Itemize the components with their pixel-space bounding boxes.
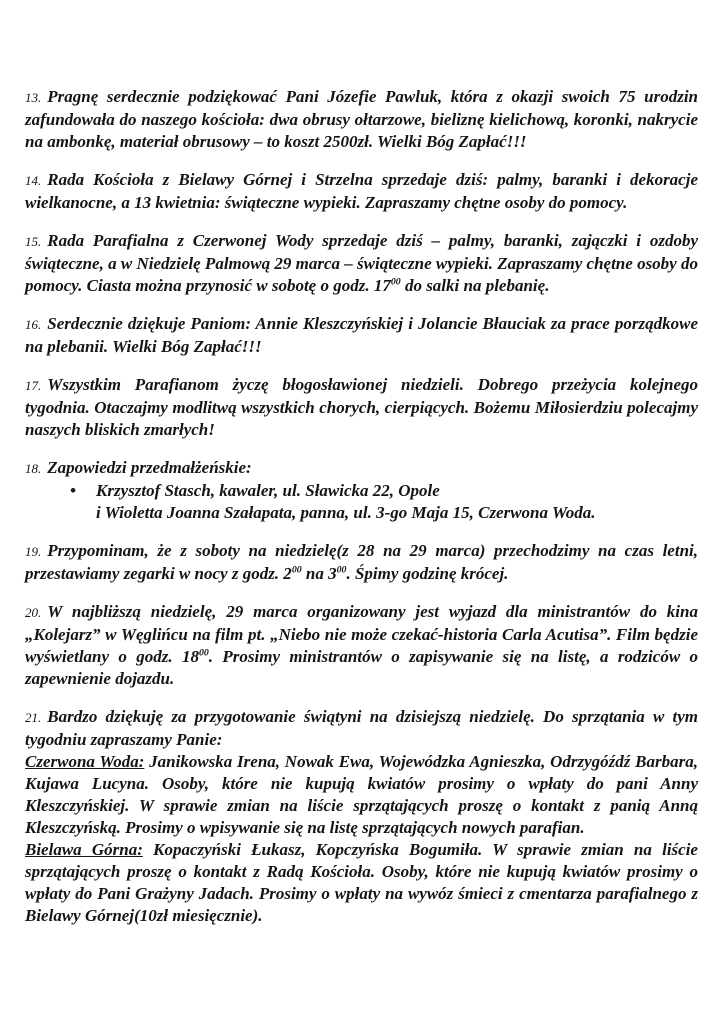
paragraph-text <box>25 540 698 585</box>
paragraph-text <box>25 313 698 358</box>
paragraph-text <box>25 169 698 214</box>
text-segment: Rada Parafialna z Czerwonej Wody sprzedaje dziś – palmy, baranki, zajączki i ozdoby świąteczne, a w Niedzielę Palmową 29 marca – świąteczne wypieki. Zapraszamy chętne osoby do pomocy. Ciasta można przynosić w sobotę o godz. 17 <box>25 231 698 295</box>
paragraph-number: 19. <box>25 544 42 559</box>
announcement-paragraph-19 <box>25 540 698 585</box>
text-segment: do salki na plebanię. <box>400 276 550 295</box>
paragraph-text <box>25 374 698 441</box>
text-segment: Rada Kościoła z Bielawy Górnej i Strzelna sprzedaje dziś: palmy, baranki i dekoracje wielkanocne, a 13 kwietnia: świąteczne wypieki. Zapraszamy chętne osoby do pomocy. <box>25 170 698 212</box>
paragraph-text <box>25 839 698 927</box>
paragraph-text <box>25 86 698 153</box>
paragraph-text <box>25 601 698 690</box>
bullet-text <box>96 480 596 524</box>
announcement-paragraph-15 <box>25 230 698 297</box>
announcement-paragraph-21 <box>25 706 698 927</box>
paragraph-text <box>25 230 698 297</box>
bullet-line: Krzysztof Stasch, kawaler, ul. Sławicka 22, Opole <box>96 481 440 500</box>
bullet-line: i Wioletta Joanna Szałapata, panna, ul. 3-go Maja 15, Czerwona Woda. <box>96 503 596 522</box>
superscript-time: 00 <box>198 647 209 659</box>
text-segment: na 3 <box>301 564 337 583</box>
paragraph-number: 13. <box>25 90 42 105</box>
paragraph-number: 17. <box>25 378 42 393</box>
paragraph-number: 21. <box>25 710 42 725</box>
text-segment: Zapowiedzi przedmałżeńskie: <box>47 458 252 477</box>
bullet-icon: • <box>70 481 76 500</box>
superscript-time: 00 <box>291 564 302 576</box>
superscript-time: 00 <box>336 564 347 576</box>
superscript-time: 00 <box>390 276 401 288</box>
paragraph-text <box>25 457 698 480</box>
text-segment: Serdecznie dziękuje Paniom: Annie Kleszczyńskiej i Jolancie Błauciak za prace porządkowe na plebanii. Wielki Bóg Zapłać!!! <box>25 314 698 356</box>
bullet-item <box>70 480 698 524</box>
text-segment: Pragnę serdecznie podziękować Pani Józefie Pawluk, która z okazji swoich 75 urodzin zafundowała do naszego kościoła: dwa obrusy ołtarzowe, bieliznę kielichową, koronki, nakrycie na ambonkę, materiał obrusowy – to koszt 2500zł. Wielki Bóg Zapłać!!! <box>25 87 698 151</box>
paragraph-number: 15. <box>25 234 42 249</box>
text-segment: Przypominam, że z soboty na niedzielę(z 28 na 29 marca) przechodzimy na czas letni, przestawiamy zegarki w nocy z godz. 2 <box>25 541 698 583</box>
text-segment: Kopaczyński Łukasz, Kopczyńska Bogumiła. W sprawie zmian na liście sprzątających proszę o kontakt z Radą Kościoła. Osoby, które nie kupują kwiatów prosimy o wpłaty do Pani Grażyny Jadach. Prosimy o wpłaty na wywóz śmieci z cmentarza parafialnego z Bielawy Górnej(10zł miesięcznie). <box>25 840 698 925</box>
text-segment: Janikowska Irena, Nowak Ewa, Wojewódzka Agnieszka, Odrzygóźdź Barbara, Kujawa Lucyna. Osoby, które nie kupują kwiatów prosimy o wpłaty do pani Anny Kleszczyńskiej. W sprawie zmian na liście sprzątających proszę o kontakt z panią Anną Kleszczyńską. Prosimy o wpisywanie się na listę sprzątających nowych parafian. <box>25 752 698 837</box>
paragraph-text <box>25 706 698 751</box>
section-label: Bielawa Górna: <box>25 840 143 859</box>
text-segment: Bardzo dziękuję za przygotowanie świątyni na dzisiejszą niedzielę. Do sprzątania w tym tygodniu zapraszamy Panie: <box>25 707 698 749</box>
text-segment: W najbliższą niedzielę, 29 marca organizowany jest wyjazd dla ministrantów do kina „Kolejarz” w Węglińcu na film pt. „Niebo nie może czekać-historia Carla Acutisa”. Film będzie wyświetlany o godz. 18 <box>25 602 698 666</box>
paragraph-number: 16. <box>25 317 42 332</box>
text-segment: . Prosimy ministrantów o zapisywanie się na listę, a rodziców o zapewnienie dojazdu. <box>25 647 698 688</box>
paragraph-number: 18. <box>25 461 42 476</box>
announcements <box>25 86 698 927</box>
announcement-paragraph-18 <box>25 457 698 524</box>
announcement-paragraph-20 <box>25 601 698 690</box>
paragraph-text <box>25 751 698 839</box>
announcement-paragraph-17 <box>25 374 698 441</box>
text-segment: Wszystkim Parafianom życzę błogosławionej niedzieli. Dobrego przeżycia kolejnego tygodnia. Otaczajmy modlitwą wszystkich chorych, cierpiących. Bożemu Miłosierdziu polecajmy naszych bliskich zmarłych! <box>25 375 698 439</box>
paragraph-number: 20. <box>25 605 42 620</box>
announcement-paragraph-16 <box>25 313 698 358</box>
announcement-paragraph-13 <box>25 86 698 153</box>
announcement-paragraph-14 <box>25 169 698 214</box>
section-label: Czerwona Woda: <box>25 752 145 771</box>
paragraph-number: 14. <box>25 173 42 188</box>
text-segment: . Śpimy godzinę krócej. <box>346 564 509 583</box>
